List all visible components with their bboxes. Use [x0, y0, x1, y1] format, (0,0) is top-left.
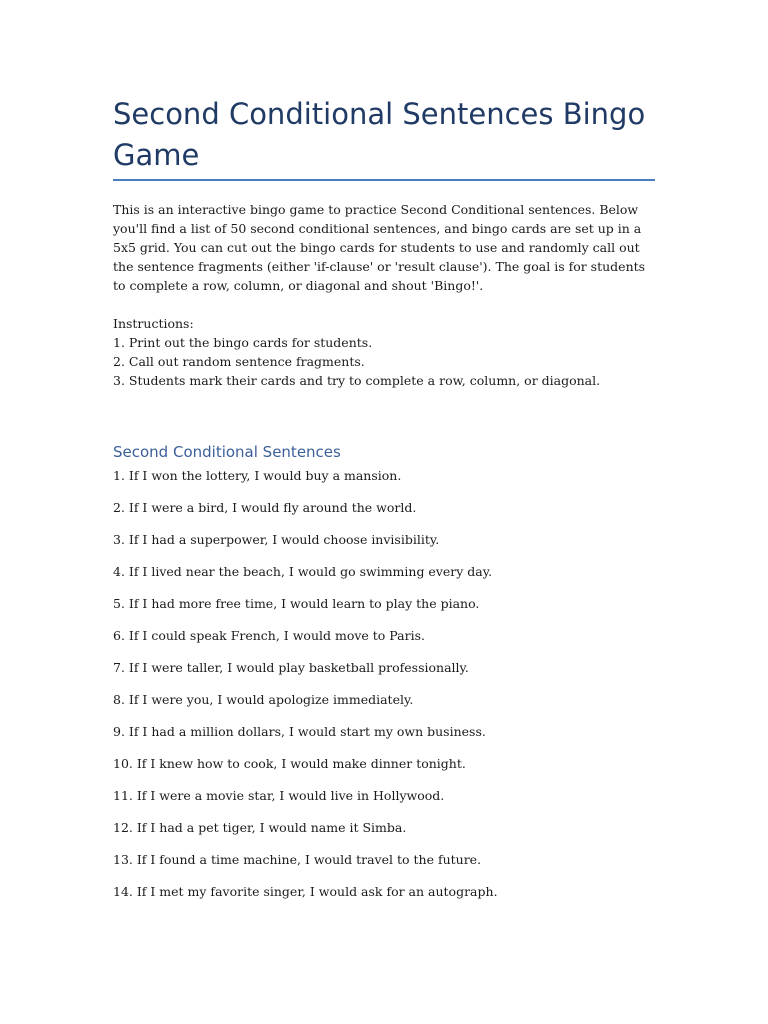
sentence-item: 13. If I found a time machine, I would travel to the future.: [113, 852, 482, 867]
sentence-item: 3. If I had a superpower, I would choose invisibility.: [113, 532, 440, 547]
instruction-step: 1. Print out the bingo cards for students.: [113, 335, 373, 350]
section-heading: Second Conditional Sentences: [113, 443, 341, 461]
sentence-item: 2. If I were a bird, I would fly around the world.: [113, 500, 417, 515]
sentence-item: 9. If I had a million dollars, I would start my own business.: [113, 724, 486, 739]
sentence-list: [113, 466, 655, 914]
sentence-item: 10. If I knew how to cook, I would make dinner tonight.: [113, 756, 466, 771]
title-divider: [113, 179, 655, 181]
sentence-item: 14. If I met my favorite singer, I would ask for an autograph.: [113, 884, 498, 899]
sentence-item: 7. If I were taller, I would play basketball professionally.: [113, 660, 469, 675]
sentence-item: 5. If I had more free time, I would learn to play the piano.: [113, 596, 480, 611]
instruction-step: 2. Call out random sentence fragments.: [113, 354, 365, 369]
intro-paragraph: This is an interactive bingo game to practice Second Conditional sentences. Below you'll find a list of 50 second conditional sentences, and bingo cards are set up in a 5x5 grid. You can cut out the bingo cards for students to use and randomly call out the sentence fragments (either 'if-clause' or 'result clause'). The goal is for students to complete a row, column, or diagonal and shout 'Bingo!'.: [113, 202, 646, 293]
sentence-item: 8. If I were you, I would apologize immediately.: [113, 692, 414, 707]
document-title: Second Conditional Sentences Bingo Game: [113, 97, 646, 172]
instructions-heading: Instructions:: [113, 316, 194, 331]
sentence-item: 11. If I were a movie star, I would live in Hollywood.: [113, 788, 445, 803]
instructions-block: [113, 314, 655, 390]
sentence-item: 6. If I could speak French, I would move to Paris.: [113, 628, 425, 643]
sentence-item: 4. If I lived near the beach, I would go swimming every day.: [113, 564, 493, 579]
sentence-item: 12. If I had a pet tiger, I would name it Simba.: [113, 820, 407, 835]
instruction-step: 3. Students mark their cards and try to complete a row, column, or diagonal.: [113, 373, 601, 388]
sentence-item: 1. If I won the lottery, I would buy a mansion.: [113, 468, 402, 483]
